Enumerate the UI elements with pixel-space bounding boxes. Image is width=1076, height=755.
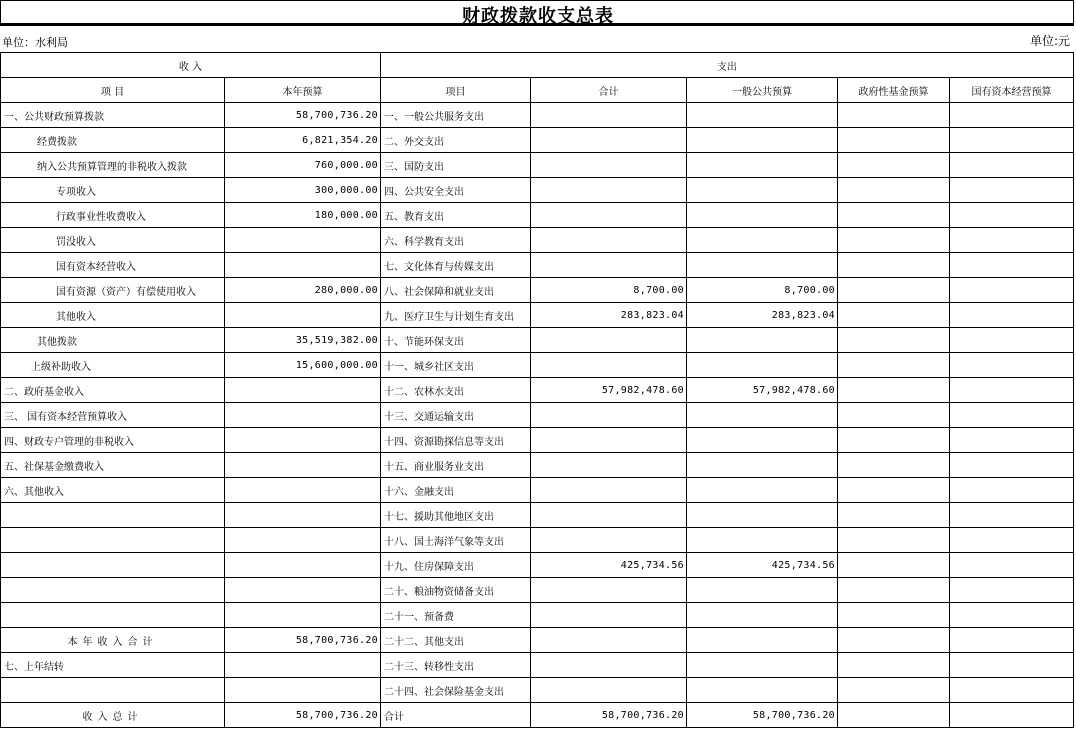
table-row <box>1 328 1074 353</box>
expense-total-cell <box>531 678 687 703</box>
expense-fund-cell <box>838 453 950 478</box>
income-item-cell: 罚没收入 <box>1 228 225 253</box>
expense-item-cell: 十、节能环保支出 <box>381 328 531 353</box>
expense-item-cell: 二十一、预备费 <box>381 603 531 628</box>
income-budget-cell <box>225 453 381 478</box>
expense-total-cell <box>531 653 687 678</box>
expense-general-cell <box>687 153 838 178</box>
expense-general-cell <box>687 678 838 703</box>
table-row <box>1 703 1074 728</box>
income-item-cell: 专项收入 <box>1 178 225 203</box>
expense-total-cell: 57,982,478.60 <box>531 378 687 403</box>
expense-general-cell <box>687 428 838 453</box>
table-row <box>1 603 1074 628</box>
expense-general-cell <box>687 478 838 503</box>
expense-general-cell <box>687 128 838 153</box>
expense-general-cell <box>687 603 838 628</box>
expense-general-cell <box>687 328 838 353</box>
expense-total-cell <box>531 178 687 203</box>
expense-state-cell <box>950 178 1074 203</box>
expense-general-cell: 8,700.00 <box>687 278 838 303</box>
expense-item-cell: 六、科学教育支出 <box>381 228 531 253</box>
table-row <box>1 653 1074 678</box>
income-item-cell <box>1 528 225 553</box>
expense-fund-cell <box>838 503 950 528</box>
expense-item-cell: 四、公共安全支出 <box>381 178 531 203</box>
income-item-cell: 六、其他收入 <box>1 478 225 503</box>
table-row <box>1 228 1074 253</box>
expense-fund-cell <box>838 228 950 253</box>
expense-total-cell <box>531 428 687 453</box>
income-item-cell: 五、社保基金缴费收入 <box>1 453 225 478</box>
table-row <box>1 103 1074 128</box>
expense-item-cell: 十九、住房保障支出 <box>381 553 531 578</box>
expense-general-cell: 57,982,478.60 <box>687 378 838 403</box>
expense-fund-cell <box>838 103 950 128</box>
income-budget-cell <box>225 303 381 328</box>
expense-total-cell <box>531 228 687 253</box>
expense-fund-cell <box>838 253 950 278</box>
expense-total-cell <box>531 578 687 603</box>
expense-total-cell <box>531 628 687 653</box>
expense-fund-cell <box>838 603 950 628</box>
unit-label-right: 单位:元 <box>1029 34 1070 48</box>
col-header-state: 国有资本经营预算 <box>950 78 1074 103</box>
expense-fund-cell <box>838 403 950 428</box>
income-budget-cell: 15,600,000.00 <box>225 353 381 378</box>
table-row <box>1 203 1074 228</box>
income-budget-cell: 760,000.00 <box>225 153 381 178</box>
income-item-cell: 上级补助收入 <box>1 353 225 378</box>
expense-item-cell: 七、文化体育与传媒支出 <box>381 253 531 278</box>
expense-general-cell <box>687 503 838 528</box>
expense-total-cell <box>531 203 687 228</box>
expense-fund-cell <box>838 553 950 578</box>
expense-item-cell: 十五、商业服务业支出 <box>381 453 531 478</box>
income-budget-cell: 6,821,354.20 <box>225 128 381 153</box>
income-item-cell <box>1 553 225 578</box>
expense-item-cell: 二、外交支出 <box>381 128 531 153</box>
table-row <box>1 428 1074 453</box>
expense-total-cell <box>531 103 687 128</box>
income-budget-cell <box>225 378 381 403</box>
expense-state-cell <box>950 528 1074 553</box>
header-row-group <box>1 53 1074 78</box>
page-title: 财政拨款收支总表 <box>462 6 614 27</box>
expense-state-cell <box>950 578 1074 603</box>
table-row <box>1 553 1074 578</box>
table-row <box>1 478 1074 503</box>
expense-total-cell <box>531 478 687 503</box>
table-row <box>1 303 1074 328</box>
expense-general-cell <box>687 228 838 253</box>
income-item-cell: 七、上年结转 <box>1 653 225 678</box>
income-budget-cell <box>225 503 381 528</box>
expense-item-cell: 八、社会保障和就业支出 <box>381 278 531 303</box>
expense-fund-cell <box>838 653 950 678</box>
income-item-cell <box>1 678 225 703</box>
income-item-cell: 纳入公共预算管理的非税收入拨款 <box>1 153 225 178</box>
header-row-columns <box>1 78 1074 103</box>
income-budget-cell: 280,000.00 <box>225 278 381 303</box>
table-row <box>1 353 1074 378</box>
expense-fund-cell <box>838 278 950 303</box>
income-budget-cell <box>225 653 381 678</box>
expense-item-cell: 十七、援助其他地区支出 <box>381 503 531 528</box>
col-header-general: 一般公共预算 <box>687 78 838 103</box>
expense-fund-cell <box>838 678 950 703</box>
income-item-cell: 二、政府基金收入 <box>1 378 225 403</box>
table-row <box>1 403 1074 428</box>
income-item-cell <box>1 503 225 528</box>
expense-fund-cell <box>838 703 950 728</box>
expense-state-cell <box>950 353 1074 378</box>
expense-fund-cell <box>838 128 950 153</box>
expense-general-cell <box>687 203 838 228</box>
expense-fund-cell <box>838 528 950 553</box>
expense-item-cell: 一、一般公共服务支出 <box>381 103 531 128</box>
expense-state-cell <box>950 303 1074 328</box>
col-header-fund: 政府性基金预算 <box>838 78 950 103</box>
expense-fund-cell <box>838 153 950 178</box>
table-row <box>1 678 1074 703</box>
income-budget-cell <box>225 578 381 603</box>
income-budget-cell: 180,000.00 <box>225 203 381 228</box>
expense-state-cell <box>950 428 1074 453</box>
income-budget-cell: 300,000.00 <box>225 178 381 203</box>
income-item-cell <box>1 578 225 603</box>
expense-item-cell: 二十、粮油物资储备支出 <box>381 578 531 603</box>
expense-item-cell: 九、医疗卫生与计划生育支出 <box>381 303 531 328</box>
expense-fund-cell <box>838 628 950 653</box>
income-budget-cell <box>225 553 381 578</box>
expense-general-cell <box>687 653 838 678</box>
expense-total-cell: 283,823.04 <box>531 303 687 328</box>
expense-item-cell: 十八、国土海洋气象等支出 <box>381 528 531 553</box>
expense-state-cell <box>950 603 1074 628</box>
expense-fund-cell <box>838 353 950 378</box>
expense-fund-cell <box>838 578 950 603</box>
expense-state-cell <box>950 253 1074 278</box>
expense-fund-cell <box>838 478 950 503</box>
income-header: 收 入 <box>1 53 381 78</box>
expense-general-cell <box>687 353 838 378</box>
expense-state-cell <box>950 478 1074 503</box>
income-item-cell: 国有资本经营收入 <box>1 253 225 278</box>
expense-total-cell <box>531 503 687 528</box>
expense-total-cell <box>531 253 687 278</box>
expense-state-cell <box>950 103 1074 128</box>
table-row <box>1 178 1074 203</box>
income-budget-cell <box>225 253 381 278</box>
table-row <box>1 253 1074 278</box>
expense-header: 支出 <box>381 53 1074 78</box>
income-item-cell <box>1 603 225 628</box>
expense-total-cell <box>531 128 687 153</box>
expense-state-cell <box>950 553 1074 578</box>
expense-state-cell <box>950 278 1074 303</box>
expense-fund-cell <box>838 378 950 403</box>
expense-fund-cell <box>838 428 950 453</box>
expense-item-cell: 二十三、转移性支出 <box>381 653 531 678</box>
expense-fund-cell <box>838 303 950 328</box>
income-item-cell: 行政事业性收费收入 <box>1 203 225 228</box>
col-header-total: 合计 <box>531 78 687 103</box>
income-item-cell: 国有资源（资产）有偿使用收入 <box>1 278 225 303</box>
income-budget-cell <box>225 678 381 703</box>
expense-state-cell <box>950 328 1074 353</box>
expense-state-cell <box>950 653 1074 678</box>
expense-general-cell: 58,700,736.20 <box>687 703 838 728</box>
col-header-exp-item: 项目 <box>381 78 531 103</box>
table-row <box>1 128 1074 153</box>
income-item-cell: 其他拨款 <box>1 328 225 353</box>
income-item-cell: 收入总计 <box>1 703 225 728</box>
table-row <box>1 578 1074 603</box>
expense-item-cell: 合计 <box>381 703 531 728</box>
expense-state-cell <box>950 228 1074 253</box>
expense-item-cell: 二十二、其他支出 <box>381 628 531 653</box>
expense-item-cell: 二十四、社会保险基金支出 <box>381 678 531 703</box>
expense-state-cell <box>950 403 1074 428</box>
income-item-cell: 四、财政专户管理的非税收入 <box>1 428 225 453</box>
expense-total-cell: 425,734.56 <box>531 553 687 578</box>
expense-state-cell <box>950 678 1074 703</box>
expense-state-cell <box>950 503 1074 528</box>
income-item-cell: 其他收入 <box>1 303 225 328</box>
expense-total-cell <box>531 528 687 553</box>
expense-total-cell: 58,700,736.20 <box>531 703 687 728</box>
table-row <box>1 628 1074 653</box>
expense-total-cell <box>531 353 687 378</box>
income-budget-cell <box>225 228 381 253</box>
income-item-cell: 一、公共财政预算拨款 <box>1 103 225 128</box>
col-header-item: 项 目 <box>1 78 225 103</box>
expense-fund-cell <box>838 328 950 353</box>
expense-state-cell <box>950 378 1074 403</box>
table-row <box>1 153 1074 178</box>
budget-table <box>0 52 1074 728</box>
income-budget-cell: 58,700,736.20 <box>225 703 381 728</box>
table-row <box>1 278 1074 303</box>
income-item-cell: 三、 国有资本经营预算收入 <box>1 403 225 428</box>
table-row <box>1 503 1074 528</box>
expense-total-cell <box>531 403 687 428</box>
unit-label-left: 单位：水利局 <box>2 36 68 49</box>
expense-item-cell: 十四、资源勘探信息等支出 <box>381 428 531 453</box>
table-row <box>1 453 1074 478</box>
expense-item-cell: 五、教育支出 <box>381 203 531 228</box>
expense-total-cell <box>531 453 687 478</box>
expense-state-cell <box>950 153 1074 178</box>
expense-total-cell: 8,700.00 <box>531 278 687 303</box>
table-row <box>1 378 1074 403</box>
expense-item-cell: 十三、交通运输支出 <box>381 403 531 428</box>
income-item-cell: 本年收入合计 <box>1 628 225 653</box>
income-budget-cell: 58,700,736.20 <box>225 103 381 128</box>
expense-item-cell: 十二、农林水支出 <box>381 378 531 403</box>
expense-fund-cell <box>838 203 950 228</box>
expense-total-cell <box>531 328 687 353</box>
col-header-budget: 本年预算 <box>225 78 381 103</box>
expense-general-cell <box>687 403 838 428</box>
expense-item-cell: 十一、城乡社区支出 <box>381 353 531 378</box>
expense-state-cell <box>950 628 1074 653</box>
expense-total-cell <box>531 603 687 628</box>
expense-general-cell <box>687 528 838 553</box>
expense-item-cell: 三、国防支出 <box>381 153 531 178</box>
income-budget-cell: 58,700,736.20 <box>225 628 381 653</box>
income-item-cell: 经费拨款 <box>1 128 225 153</box>
income-budget-cell <box>225 603 381 628</box>
expense-general-cell <box>687 178 838 203</box>
income-budget-cell <box>225 428 381 453</box>
expense-state-cell <box>950 703 1074 728</box>
expense-general-cell <box>687 253 838 278</box>
income-budget-cell: 35,519,382.00 <box>225 328 381 353</box>
expense-general-cell <box>687 453 838 478</box>
expense-general-cell <box>687 578 838 603</box>
income-budget-cell <box>225 478 381 503</box>
expense-total-cell <box>531 153 687 178</box>
income-budget-cell <box>225 528 381 553</box>
expense-state-cell <box>950 453 1074 478</box>
expense-general-cell <box>687 103 838 128</box>
expense-state-cell <box>950 203 1074 228</box>
income-budget-cell <box>225 403 381 428</box>
table-row <box>1 528 1074 553</box>
expense-item-cell: 十六、金融支出 <box>381 478 531 503</box>
expense-general-cell: 425,734.56 <box>687 553 838 578</box>
expense-fund-cell <box>838 178 950 203</box>
expense-state-cell <box>950 128 1074 153</box>
expense-general-cell: 283,823.04 <box>687 303 838 328</box>
expense-general-cell <box>687 628 838 653</box>
